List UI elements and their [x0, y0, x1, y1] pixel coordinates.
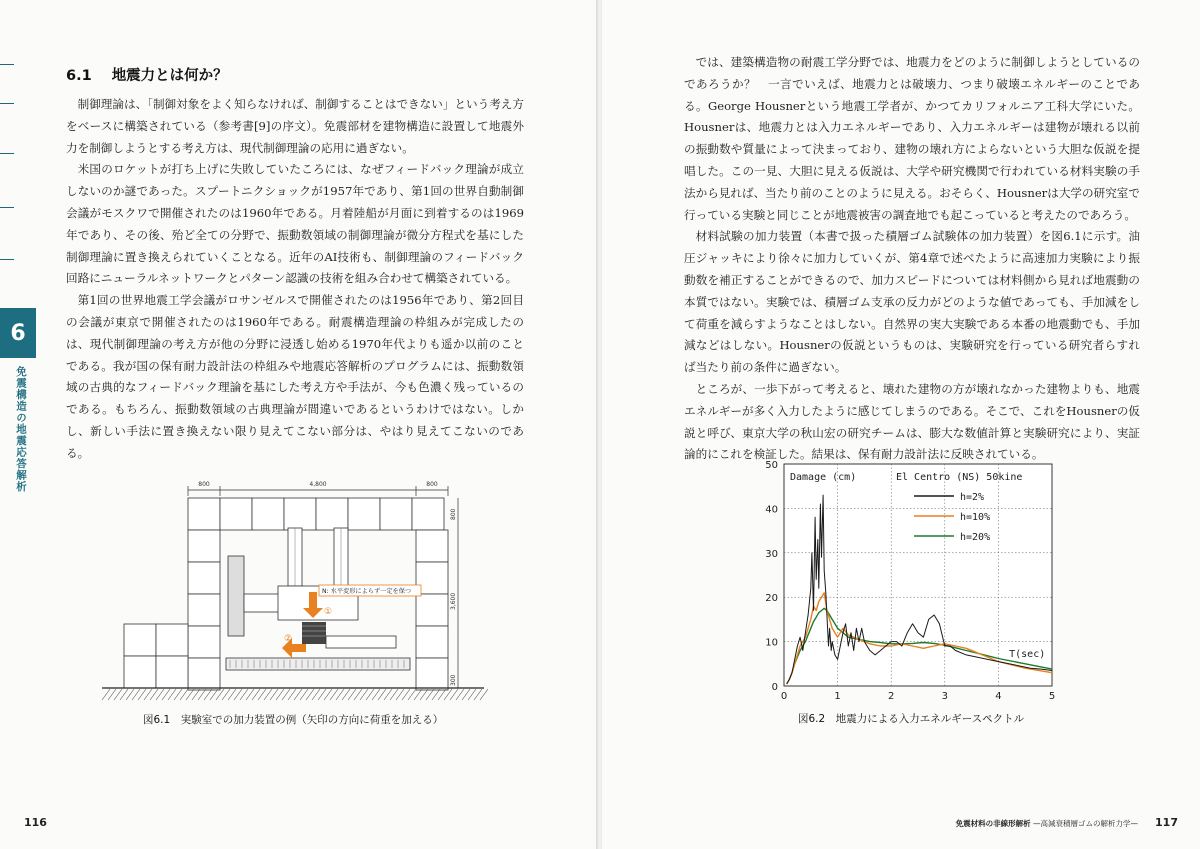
figure-6-2-caption: 図6.2 地震力による入力エネルギースペクトル	[798, 713, 1025, 725]
running-head	[956, 818, 1138, 829]
y-tick-label: 20	[765, 593, 778, 605]
dim-label: 3,600	[450, 592, 457, 610]
page-number-left: 116	[24, 816, 47, 829]
paragraph: 第1回の世界地震工学会議がロサンゼルスで開催されたのは1956年であり、第2回目の会議が東京で開催されたのは1960年である。耐震構造理論の枠組みが完成したのは、現代制御理論の考え方が他の分野に浸透し始める1970年代よりも遥か以前のことである。我が国の保有耐力設計法の枠組みや地震応答解析のプログラムには、振動数領域の古典的なフィードバック理論を基にした考え方や手法が、今も色濃く残っているのである。もちろん、振動数領域の古典理論が間違いであるというわけではない。しかし、新しい手法に置き換えない限り見えてこない部分は、やはり見えてこないのである。	[66, 293, 524, 460]
annotation-text: N: 水平変形によらず一定を保つ	[322, 588, 412, 595]
right-body-text	[684, 52, 1140, 466]
right-page	[602, 0, 1200, 849]
frame-block	[416, 594, 448, 626]
y-tick-label: 40	[765, 504, 778, 516]
paragraph: ところが、一歩下がって考えると、壊れた建物の方が壊れなかった建物よりも、地震エネルギーが多く入力したように感じてしまうのである。そこで、これをHousnerの仮説と呼び、東京大学の秋山宏の研究チームは、膨大な数値計算と実験研究により、実証論的にこれを検証した。結果は、保有耐力設計法に反映されている。	[684, 381, 1140, 462]
legend-label: h=2%	[960, 492, 985, 503]
chapter-vertical-title: 免震構造の地震応答解析	[15, 366, 27, 493]
frame-block	[252, 498, 284, 530]
legend-label: h=10%	[960, 512, 991, 523]
y-tick-label: 30	[765, 548, 778, 560]
chart-xlabel: T(sec)	[1009, 649, 1046, 661]
running-head-title: 免震材料の非線形解析	[955, 819, 1031, 828]
frame-block	[156, 624, 188, 656]
frame-block	[188, 594, 220, 626]
running-head-subtitle: —高減衰積層ゴムの解析力学—	[1033, 819, 1138, 828]
x-tick-label: 0	[780, 691, 788, 702]
dim-label: 300	[450, 674, 457, 686]
y-tick-label: 50	[765, 460, 778, 471]
section-number: 6.1	[66, 68, 92, 84]
slide-table	[226, 658, 410, 670]
chart-ylabel: Damage (cm)	[790, 472, 857, 483]
frame-block	[348, 498, 380, 530]
frame-block	[416, 658, 448, 690]
frame-block	[416, 530, 448, 562]
frame-block	[316, 498, 348, 530]
frame-block	[412, 498, 444, 530]
energy-spectrum-chart	[750, 456, 1060, 704]
paragraph: 制御理論は、「制御対象をよく知らなければ、制御することはできない」という考え方をベースに構築されている（参考書[9]の序文）。免震部材を建物構造に設置して地震外力を制御しようとする考え方は、現代制御理論の応用に過ぎない。	[66, 97, 524, 155]
x-tick-label: 5	[1048, 691, 1056, 702]
frame-block	[380, 498, 412, 530]
frame-block	[416, 626, 448, 658]
frame-block	[188, 498, 220, 530]
left-body-text	[66, 94, 524, 465]
vertical-jacks	[288, 528, 348, 586]
edge-tick	[0, 207, 14, 208]
frame-block	[220, 498, 252, 530]
edge-tick	[0, 153, 14, 154]
dim-label: 800	[426, 481, 438, 488]
dim-label: 4,800	[309, 481, 327, 488]
y-tick-label: 0	[771, 682, 778, 693]
paragraph: 材料試験の加力装置（本書で扱った積層ゴム試験体の加力装置）を図6.1に示す。油圧ジャッキにより徐々に加力していくが、第4章で述べたように高速加力実験により振動数を補正することができるので、加力スピードについては材料側から見れば地震動の本質ではない。実験では、積層ゴム支承の反力がどのような値であっても、手加減をして荷重を減らすようなことはしない。自然界の実大実験である本番の地震動でも、手加減などはしない。Housnerの仮説というものは、実験研究を行っている研究者らすれば当たり前の条件に過ぎない。	[684, 229, 1140, 375]
section-title: 地震力とは何か？	[111, 68, 228, 84]
left-page	[0, 0, 598, 849]
frame-block	[124, 624, 156, 656]
loading-apparatus-figure	[98, 476, 488, 708]
section-heading	[66, 64, 228, 85]
frame-block	[156, 656, 188, 688]
rubber-bearing-specimen	[302, 622, 396, 648]
x-tick-label: 4	[995, 691, 1002, 702]
figure-6-1-caption: 図6.1 実験室での加力装置の例（矢印の方向に荷重を加える）	[143, 714, 444, 726]
x-tick-label: 2	[888, 691, 895, 702]
edge-tick	[0, 64, 14, 65]
marker-1: ①	[324, 607, 333, 617]
chart-title: El Centro (NS) 50kine	[896, 472, 1023, 483]
paragraph: 米国のロケットが打ち上げに失敗していたころには、なぜフィードバック理論が成立しないのか謎であった。スプートニクショックが1957年であり、第1回の世界自動制御会議がモスクワで開催されたのは1960年である。月着陸船が月面に到着するのは1969年であり、その後、殆ど全ての分野で、振動数領域の制御理論が微分方程式を基にした制御理論に置き換えられていくことなる。近年のAI技術も、制御理論のフィードバック回路にニューラルネットワークとパターン認識の技術を組み合わせて構築されている。	[66, 162, 524, 286]
chapter-tab[interactable]: 6	[0, 308, 36, 358]
page-number-right: 117	[1155, 816, 1178, 829]
y-tick-label: 10	[765, 637, 778, 649]
marker-2: ②	[284, 634, 293, 644]
x-tick-label: 3	[941, 691, 948, 702]
edge-tick	[0, 103, 14, 104]
frame-block	[124, 656, 156, 688]
x-tick-label: 1	[834, 691, 841, 702]
dim-label: 800	[198, 481, 210, 488]
frame-block	[188, 562, 220, 594]
frame-block	[188, 626, 220, 658]
paragraph: では、建築構造物の耐震工学分野では、地震力をどのように制御しようとしているのであろうか？ 一言でいえば、地震力とは破壊力、つまり破壊エネルギーのことである。George Housnerという地震工学者が、かつてカリフォルニア工科大学にいた。Housnerは、地震力とは入力エネルギーであり、入力エネルギーは建物が壊れる以前の振動数や質量によって決まっており、建物の壊れ方によらないという大胆な仮説を提唱した。この一見、大胆に見える仮説は、大学や研究機関で行われている材料実験の手法から見れば、当たり前のことのように見える。おそらく、Housnerは大学の研究室で行っている実験と同じことが地震被害の調査地でも起こっていると考えたのであろう。	[684, 55, 1140, 222]
legend-label: h=20%	[960, 532, 991, 543]
frame-block	[188, 658, 220, 690]
frame-block	[284, 498, 316, 530]
edge-tick	[0, 259, 14, 260]
dim-label: 800	[450, 508, 457, 520]
frame-block	[188, 530, 220, 562]
